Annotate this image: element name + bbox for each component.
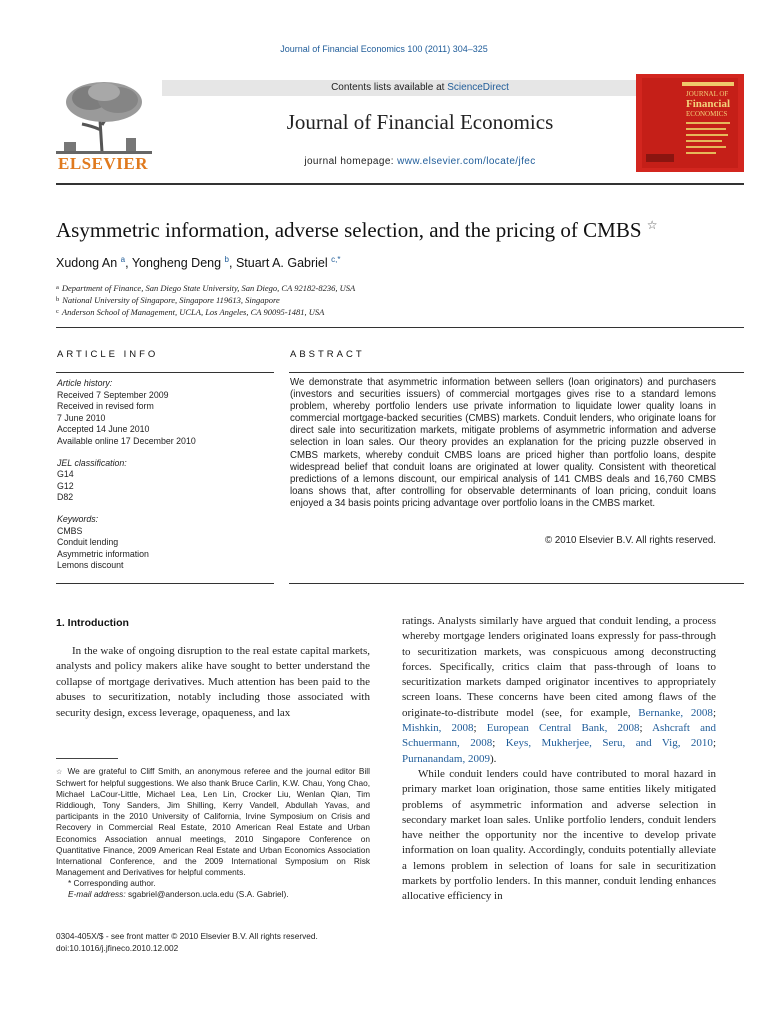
author-list	[56, 255, 341, 270]
keyword: Lemons discount	[57, 560, 124, 571]
author-affil-mark[interactable]: a	[120, 255, 126, 264]
homepage-label: journal homepage:	[304, 156, 398, 167]
affiliation-rule	[56, 327, 744, 328]
paper-title	[56, 218, 744, 243]
footnotes	[56, 766, 370, 900]
keywords-label: Keywords:	[57, 513, 99, 524]
history-item: Received in revised form	[57, 401, 154, 412]
elsevier-logo	[56, 80, 152, 176]
jel-label: JEL classification:	[57, 457, 127, 468]
reference-separator: ;	[639, 722, 653, 735]
section-heading-introduction: 1. Introduction	[56, 617, 129, 629]
cover-line-2: Financial	[686, 98, 731, 110]
abstract-text: We demonstrate that asymmetric information between sellers (loan originators) and purchasers (investors and securities issuers) of commercial mortgages gives rise to a standard lemons problem, whereby portfolio lenders use private information to liquidate lower quality loans in commercial mortgage-backed securities (CMBS) markets. Conduit lenders, who originate loans for direct sale into securitization markets, mitigate problems of asymmetric information and adverse selection in loan sales. Our theory provides an explanation for the pricing puzzle observed in CMBS markets, whereby conduit CMBS loans are priced higher than portfolio loans, despite widespread belief that conduit loans are originated at lower quality. Consistent with theoretical predictions of a lemons discount, our empirical analysis of 141 CMBS deals and 16,760 CMBS loans shows that, after controlling for observable determinants of loan pricing, conduit loans enjoyed a 34 basis points pricing advantage over portfolio loans in the CMBS market.	[290, 377, 716, 509]
issn-doi-block	[56, 931, 370, 954]
author-separator: ,	[229, 256, 236, 271]
jel-code: G12	[57, 480, 74, 491]
affiliation-item	[56, 306, 355, 318]
journal-header	[56, 80, 744, 176]
reference-separator: ;	[712, 706, 716, 719]
acknowledgement-footnote	[56, 766, 370, 878]
contents-bar	[162, 80, 678, 96]
author-name[interactable]: Xudong An	[56, 256, 118, 271]
keyword: Conduit lending	[57, 537, 119, 548]
footnote-rule	[56, 758, 118, 759]
affiliation-label: c	[56, 308, 59, 315]
history-label: Article history:	[57, 378, 113, 388]
paragraph-text: ratings. Analysts similarly have argued that conduit lending, a process whereby mortgage lenders originated loans expressly for pass-through to securitization markets, was conspicuous among deconstructing forces. Specifically, critics claim that pass-through of loans to securitization markets damped originator incentives to appropriately screen loans. These concerns have been cited among flaws of the originate-to-distribute model (see, for example,	[402, 615, 716, 719]
keyword: CMBS	[57, 525, 83, 536]
reference-separator: ;	[473, 722, 487, 735]
article-info-rule-top	[56, 372, 274, 373]
history-item: Available online 17 December 2010	[57, 435, 196, 446]
author-separator: ,	[125, 256, 132, 271]
spacer	[57, 504, 272, 514]
acknowledgement-text: We are grateful to Cliff Smith, an anonymous referee and the journal editor Bill Schwert for helpful suggestions. We also thank Bruce Carlin, K.W. Chau, Yong Chao, Michael LaCour-Little, Michael Lea, Len Lin, Crocker Liu, Wenlan Qian, Tim Riddiough, Tony Sanders, Jim Shilling, Kerry Vandell, Abdullah Yavas, and participants in the 2010 University of California, Irvine Symposium on Crisis and Recovery in Commercial Real Estate, 2010 American Real Estate and Urban Economics Association annual meetings, 2010 Singapore Conference on Quantitative Finance, 2009 American Real Estate and Urban Economics Association International Conference, and the 2009 International Symposium on Risk Management and Derivatives for helpful comments.	[56, 766, 370, 877]
journal-title: Journal of Financial Economics	[286, 110, 554, 134]
elsevier-wordmark: ELSEVIER	[58, 154, 148, 173]
affiliations	[56, 282, 355, 318]
reference-link[interactable]: Purnanandam, 2009	[402, 752, 490, 765]
journal-cover	[636, 74, 744, 172]
affiliation-label: b	[56, 296, 60, 303]
reference-link[interactable]: Bernanke, 2008	[638, 706, 713, 719]
reference-separator: ;	[712, 737, 716, 750]
email-address[interactable]: sgabriel@anderson.ucla.edu (S.A. Gabriel).	[125, 889, 289, 900]
article-info-heading: ARTICLE INFO	[57, 349, 159, 360]
elsevier-tree-icon	[56, 80, 152, 154]
title-footnote-mark[interactable]: ☆	[646, 218, 658, 232]
author-affil-mark[interactable]: b	[224, 255, 229, 264]
email-label: E-mail address:	[68, 889, 126, 900]
jel-code: D82	[57, 492, 74, 503]
doi-line[interactable]: doi:10.1016/j.jfineco.2010.12.002	[56, 942, 179, 953]
spacer	[57, 448, 272, 458]
affiliation-item	[56, 282, 355, 294]
reference-link[interactable]: Mishkin, 2008	[402, 722, 474, 735]
jel-code: G14	[57, 469, 74, 480]
intro-paragraph-right-2: While conduit lenders could have contributed to moral hazard in primary market loan origination, those same entities likely mitigated problems of asymmetric information and adverse selection in secondary market loan sales. Unlike portfolio lenders, conduit lenders have neither the opportunity nor the incentive to develop private information on loan quality. Accordingly, conduits potentially alleviate a lemons problem in selection of loans for sale in securitization markets by portfolio lenders. In this manner, conduit lending enhances allocative efficiency in	[402, 767, 716, 903]
paragraph-text: ).	[489, 752, 497, 765]
header-center	[162, 80, 678, 176]
affiliation-text: National University of Singapore, Singapore 119613, Singapore	[62, 295, 280, 305]
contents-prefix: Contents lists available at	[331, 82, 448, 93]
corresponding-author-note: * Corresponding author.	[68, 877, 156, 888]
affiliation-text: Department of Finance, San Diego State University, San Diego, CA 92182-8236, USA	[61, 283, 356, 293]
issn-line: 0304-405X/$ - see front matter © 2010 Elsevier B.V. All rights reserved.	[56, 931, 318, 941]
abstract-copyright: © 2010 Elsevier B.V. All rights reserved.	[544, 535, 716, 546]
abstract-rule-top	[289, 372, 744, 373]
author-name[interactable]: Yongheng Deng	[131, 256, 222, 271]
history-item: 7 June 2010	[57, 412, 106, 423]
sciencedirect-link[interactable]: ScienceDirect	[447, 82, 509, 93]
paper-title-text: Asymmetric information, adverse selection, and the pricing of CMBS	[56, 218, 642, 242]
homepage-link[interactable]: www.elsevier.com/locate/jfec	[397, 156, 536, 167]
reference-link[interactable]: Keys, Mukherjee, Seru, and Vig, 2010	[505, 737, 713, 750]
article-info-rule-bottom	[56, 583, 274, 584]
author-affil-mark[interactable]: c,*	[331, 255, 341, 264]
reference-separator: ;	[492, 737, 506, 750]
footnote-star-mark: ☆	[56, 769, 64, 776]
reference-link[interactable]: Ashcraft and Schuermann, 2008	[402, 722, 716, 750]
intro-right-column	[402, 614, 716, 905]
article-info	[57, 378, 272, 572]
abstract-rule-bottom	[289, 583, 744, 584]
author-name[interactable]: Stuart A. Gabriel	[235, 256, 328, 271]
cover-line-1: JOURNAL OF	[686, 90, 729, 98]
affiliation-text: Anderson School of Management, UCLA, Los Angeles, CA 90095-1481, USA	[61, 307, 325, 317]
header-rule	[56, 183, 744, 185]
journal-cover-image	[636, 74, 744, 172]
cover-line-3: ECONOMICS	[686, 110, 728, 118]
keyword: Asymmetric information	[57, 548, 149, 559]
affiliation-label: a	[56, 284, 59, 291]
reference-link[interactable]: European Central Bank, 2008	[486, 722, 640, 735]
journal-homepage	[162, 156, 678, 167]
intro-paragraph-right-1	[402, 614, 716, 767]
email-note	[56, 889, 370, 900]
intro-paragraph-left: In the wake of ongoing disruption to the real estate capital markets, analysts and policy makers alike have sought to better understand the collapse of mortgage derivatives. Much attention has been paid to the abuses to securitization, notably including those associated with security design, excess leverage, opaqueness, and lax	[56, 645, 370, 719]
history-item: Received 7 September 2009	[57, 389, 169, 400]
abstract-heading: ABSTRACT	[290, 349, 365, 360]
affiliation-item	[56, 294, 355, 306]
citation-line[interactable]: Journal of Financial Economics 100 (2011) 304–325	[280, 44, 488, 54]
history-item: Accepted 14 June 2010	[57, 424, 150, 435]
